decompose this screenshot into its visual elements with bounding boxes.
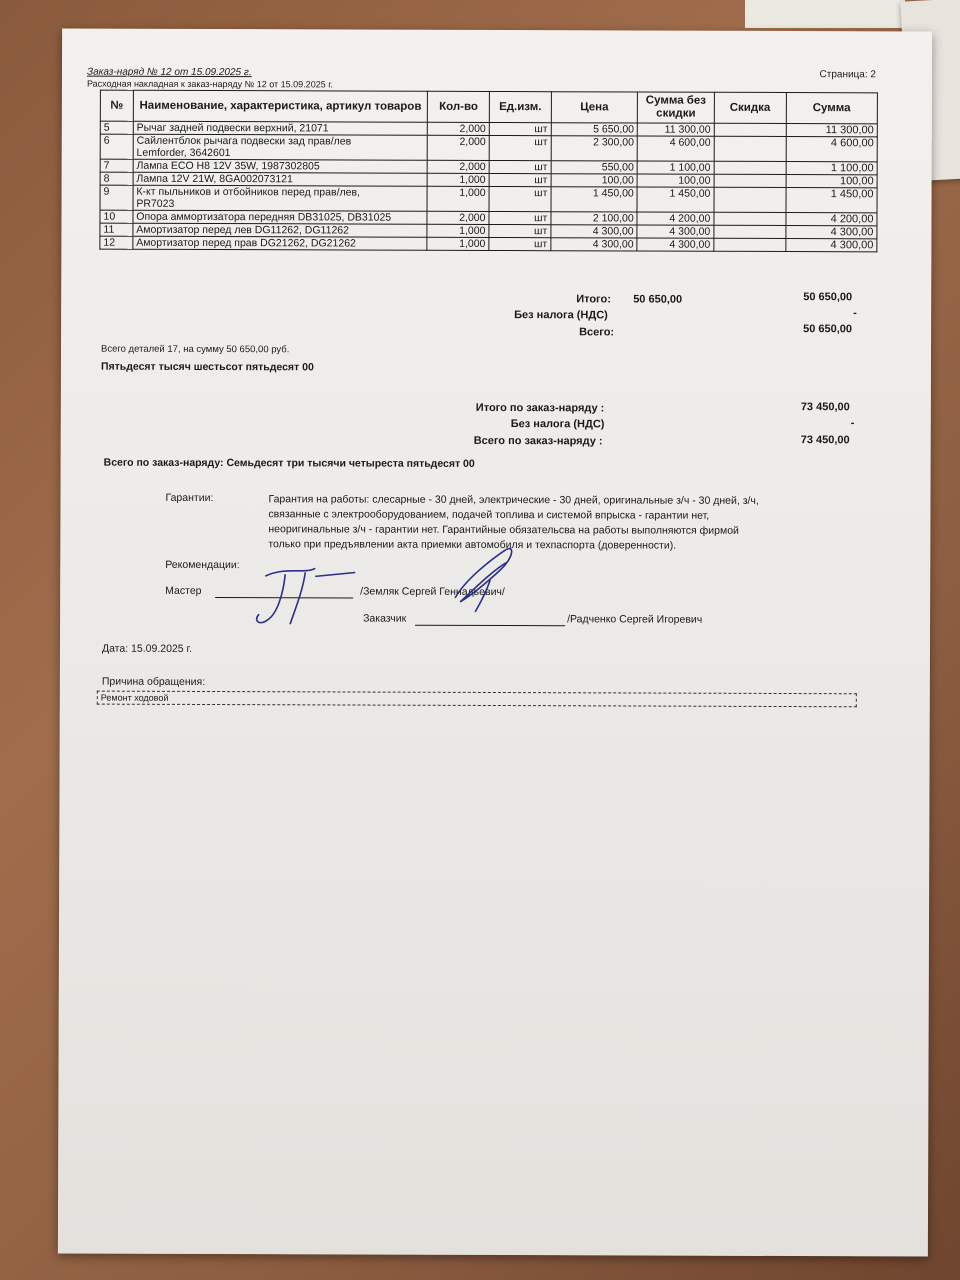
order-vsego-label: Всего по заказ-наряду :: [473, 434, 603, 448]
row-discount: [714, 161, 786, 174]
master-signature-icon: [245, 554, 365, 634]
row-name-line: Амортизатор перед прав DG21262, DG21262: [136, 236, 356, 250]
row-discount: [714, 174, 786, 187]
itogo-label: Итого:: [576, 293, 611, 306]
parts-count-line: Всего деталей 17, на сумму 50 650,00 руб.: [101, 343, 290, 356]
row-qty: 2,000: [428, 122, 490, 135]
vsego-value: 50 650,00: [803, 323, 853, 336]
row-name: [133, 159, 428, 173]
row-qty: 2,000: [427, 211, 489, 224]
row-name-line: Лампа ECO H8 12V 35W, 1987302805: [136, 159, 320, 173]
reason-label: Причина обращения:: [101, 675, 206, 688]
row-name-line: PR7023: [136, 197, 175, 210]
row-sum: 4 300,00: [785, 226, 877, 239]
items-table: [99, 90, 878, 253]
master-label: Мастер: [165, 584, 202, 597]
row-discount: [714, 123, 786, 136]
row-discount: [714, 212, 786, 225]
row-discount: [714, 187, 786, 212]
row-qty: 1,000: [427, 173, 489, 186]
row-name: [133, 172, 428, 186]
customer-signature-line: [415, 625, 565, 627]
row-name-line: Лампа 12V 21W, 8GA002073121: [136, 172, 293, 186]
row-unit: шт: [489, 122, 551, 135]
row-number: 11: [100, 223, 133, 236]
row-sum: 4 200,00: [785, 213, 877, 226]
customer-signature-icon: [435, 540, 535, 620]
row-unit: шт: [489, 224, 551, 237]
row-discount: [714, 225, 786, 238]
row-price: 5 650,00: [551, 123, 637, 136]
tax-value: -: [853, 307, 857, 320]
row-number: 9: [100, 185, 133, 210]
row-unit: шт: [489, 237, 551, 250]
tax-label: Без налога (НДС): [514, 309, 608, 322]
vsego-label: Всего:: [579, 326, 615, 339]
row-qty: 1,000: [427, 186, 489, 211]
row-sum-nodisc: 4 300,00: [637, 238, 714, 251]
row-discount: [714, 136, 786, 161]
row-sum: 4 600,00: [786, 137, 878, 162]
table-header-row: [100, 90, 877, 124]
row-price: 2 300,00: [551, 136, 637, 161]
order-sum-in-words: Всего по заказ-наряду: Семьдесят три тысячи четыреста пятьдесят 00: [103, 456, 475, 470]
row-price: 550,00: [551, 161, 637, 174]
row-price: 2 100,00: [551, 212, 637, 225]
order-vsego-value: 73 450,00: [800, 434, 850, 447]
row-price: 100,00: [551, 174, 637, 187]
row-qty: 1,000: [427, 224, 489, 237]
row-name: [133, 185, 428, 211]
row-qty: 1,000: [427, 237, 489, 250]
row-sum: 1 450,00: [786, 188, 878, 213]
row-number: 6: [100, 134, 133, 159]
row-discount: [714, 238, 786, 251]
parts-sum-in-words: Пятьдесят тысяч шестьсот пятьдесят 00: [100, 360, 314, 374]
row-name: [133, 210, 428, 224]
col-header-qty: Кол-во: [428, 91, 490, 122]
row-name-line: Опора аммортизатора передняя DB31025, DB31025: [136, 210, 392, 224]
table-row: [100, 185, 877, 213]
row-number: 12: [100, 236, 133, 249]
order-title: Заказ-наряд № 12 от 15.09.2025 г.: [86, 66, 252, 79]
row-qty: 2,000: [427, 160, 489, 173]
row-sum-nodisc: 4 600,00: [637, 136, 714, 161]
row-name-line: Амортизатор перед лев DG11262, DG11262: [136, 223, 350, 237]
warranty-line: Гарантия на работы: слесарные - 30 дней, электрические - 30 дней, оригинальные з/ч - 30 дней, з/ч,: [268, 493, 759, 507]
row-unit: шт: [489, 160, 551, 173]
col-header-sum: Сумма: [786, 93, 878, 124]
document-page: [58, 28, 932, 1256]
col-header-discount: Скидка: [714, 92, 786, 123]
row-sum: 11 300,00: [786, 124, 878, 137]
row-sum: 4 300,00: [785, 239, 877, 252]
order-itogo-value: 73 450,00: [800, 401, 850, 414]
row-unit: шт: [489, 186, 551, 211]
recommendations-label: Рекомендации:: [165, 558, 240, 572]
row-unit: шт: [489, 173, 551, 186]
table-row: [100, 236, 877, 252]
row-sum-nodisc: 1 450,00: [637, 187, 714, 212]
row-number: 8: [100, 172, 133, 185]
order-itogo-label: Итого по заказ-наряду :: [475, 401, 605, 415]
row-sum-nodisc: 100,00: [637, 174, 714, 187]
row-unit: шт: [489, 211, 551, 224]
warranty-line: связанные с электрооборудованием, подачей топлива и системой впрыска - гарантии нет,: [268, 508, 710, 522]
col-header-unit: Ед.изм.: [489, 91, 551, 122]
row-name: [133, 121, 428, 135]
row-name: [133, 223, 428, 237]
invoice-title: Расходная накладная к заказ-наряду № 12 от 15.09.2025 г.: [86, 78, 333, 90]
customer-label: Заказчик: [363, 612, 407, 625]
row-sum-nodisc: 1 100,00: [637, 161, 714, 174]
row-sum-nodisc: 11 300,00: [637, 123, 714, 136]
document-date: Дата: 15.09.2025 г.: [101, 642, 193, 655]
customer-name: /Радченко Сергей Игоревич: [567, 613, 703, 626]
itogo-sum-value: 50 650,00: [803, 291, 853, 304]
row-sum-nodisc: 4 300,00: [637, 225, 714, 238]
order-tax-value: -: [850, 417, 855, 430]
itogo-nodisc-value: 50 650,00: [633, 293, 683, 306]
row-name: [133, 134, 428, 160]
row-name-line: Сайлентблок рычага подвески зад прав/лев: [136, 134, 352, 148]
row-price: 4 300,00: [551, 225, 637, 238]
order-tax-label: Без налога (НДС): [510, 418, 605, 431]
row-name-line: Рычаг задней подвески верхний, 21071: [136, 121, 329, 135]
row-qty: 2,000: [428, 135, 490, 160]
row-name: [133, 236, 428, 250]
reason-field: Ремонт ходовой: [97, 691, 857, 708]
col-header-sum-nodisc: Сумма без скидки: [638, 92, 715, 123]
col-header-name: Наименование, характеристика, артикул товаров: [133, 90, 428, 122]
row-number: 5: [100, 121, 133, 134]
warranty-line: только при предъявлении акта приемки автомобиля и техпаспорта (доверенности).: [268, 538, 677, 552]
row-unit: шт: [489, 135, 551, 160]
background-paper: [745, 0, 905, 28]
row-price: 4 300,00: [551, 238, 637, 251]
row-number: 10: [100, 210, 133, 223]
row-name-line: К-кт пыльников и отбойников перед прав/лев,: [136, 185, 360, 199]
table-row: [100, 134, 877, 162]
warranty-label: Гарантии:: [165, 491, 214, 505]
row-price: 1 450,00: [551, 187, 637, 212]
master-name: /Земляк Сергей Геннадьевич/: [360, 585, 505, 599]
col-header-price: Цена: [551, 92, 637, 123]
page-number: Страница: 2: [819, 69, 877, 81]
row-number: 7: [100, 159, 133, 172]
row-name-line: Lemforder, 3642601: [136, 146, 231, 160]
warranty-line: неоригинальные з/ч - гарантии нет. Гарантийные обязательсва на работы выполняются фирмой: [268, 523, 739, 537]
col-header-number: №: [100, 90, 133, 121]
row-sum: 1 100,00: [786, 162, 878, 175]
row-sum: 100,00: [786, 175, 878, 188]
row-sum-nodisc: 4 200,00: [637, 212, 714, 225]
